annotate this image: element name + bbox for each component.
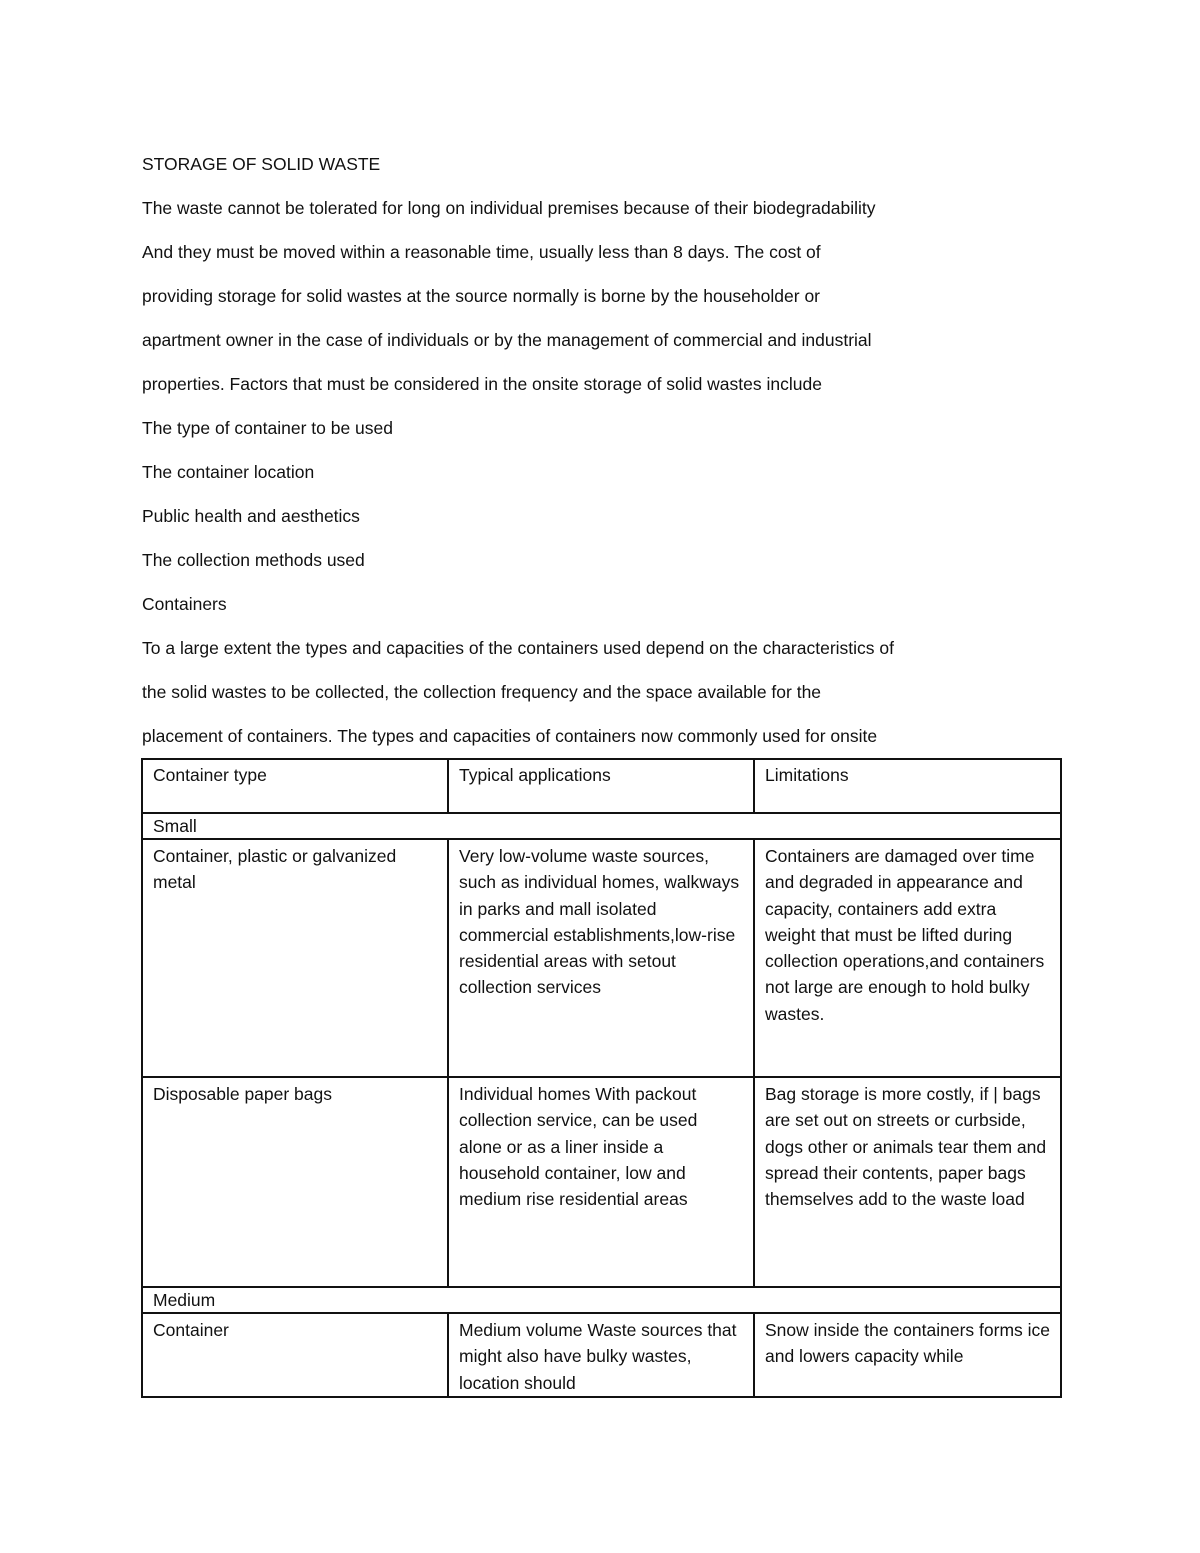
cell-container-type: Container (142, 1313, 448, 1397)
cell-limitations: Bag storage is more costly, if | bags are set out on streets or curbside, dogs other or animals tear them and spread their contents, paper bags themselves add to the waste load (754, 1077, 1061, 1287)
paragraph-line: properties. Factors that must be considered in the onsite storage of solid wastes include (142, 374, 822, 394)
document-body (142, 142, 1062, 758)
header-limitations: Limitations (754, 759, 1061, 813)
factor-item: The type of container to be used (142, 418, 393, 438)
table-header-row (142, 759, 1061, 813)
factor-item: The collection methods used (142, 550, 365, 570)
header-typical-applications: Typical applications (448, 759, 754, 813)
cell-container-type: Container, plastic or galvanized metal (142, 839, 448, 1077)
container-types-table (141, 758, 1062, 1398)
containers-heading: Containers (142, 594, 227, 614)
paragraph-line: the solid wastes to be collected, the collection frequency and the space available for the (142, 682, 822, 702)
table-row (142, 1313, 1061, 1397)
cell-container-type: Disposable paper bags (142, 1077, 448, 1287)
paragraph-line: The waste cannot be tolerated for long on individual premises because of their biodegradability (142, 198, 876, 218)
cell-limitations: Snow inside the containers forms ice and lowers capacity while (754, 1313, 1061, 1397)
cell-applications: Very low-volume waste sources, such as individual homes, walkways in parks and mall isolated commercial establishments,low-rise residential areas with setout collection services (448, 839, 754, 1077)
section-row-medium (142, 1287, 1061, 1313)
cell-applications: Medium volume Waste sources that might also have bulky wastes, location should (448, 1313, 754, 1397)
paragraph-line: And they must be moved within a reasonable time, usually less than 8 days. The cost of (142, 242, 821, 262)
section-label: Medium (142, 1287, 1061, 1313)
table-row (142, 1077, 1061, 1287)
paragraph-line: providing storage for solid wastes at the source normally is borne by the householder or (142, 286, 821, 306)
cell-applications: Individual homes With packout collection service, can be used alone or as a liner inside a household container, low and medium rise residential areas (448, 1077, 754, 1287)
table-row (142, 839, 1061, 1077)
paragraph-line: apartment owner in the case of individuals or by the management of commercial and industrial (142, 330, 872, 350)
paragraph-line: To a large extent the types and capacities of the containers used depend on the characteristics of (142, 638, 894, 658)
paragraph-line: placement of containers. The types and capacities of containers now commonly used for onsite (142, 726, 878, 746)
factor-item: Public health and aesthetics (142, 506, 360, 526)
document-title: STORAGE OF SOLID WASTE (142, 154, 381, 174)
cell-limitations: Containers are damaged over time and degraded in appearance and capacity, containers add extra weight that must be lifted during collection operations,and containers not large are enough to hold bulky wastes. (754, 839, 1061, 1077)
factor-item: The container location (142, 462, 315, 482)
section-row-small (142, 813, 1061, 839)
section-label: Small (142, 813, 1061, 839)
header-container-type: Container type (142, 759, 448, 813)
